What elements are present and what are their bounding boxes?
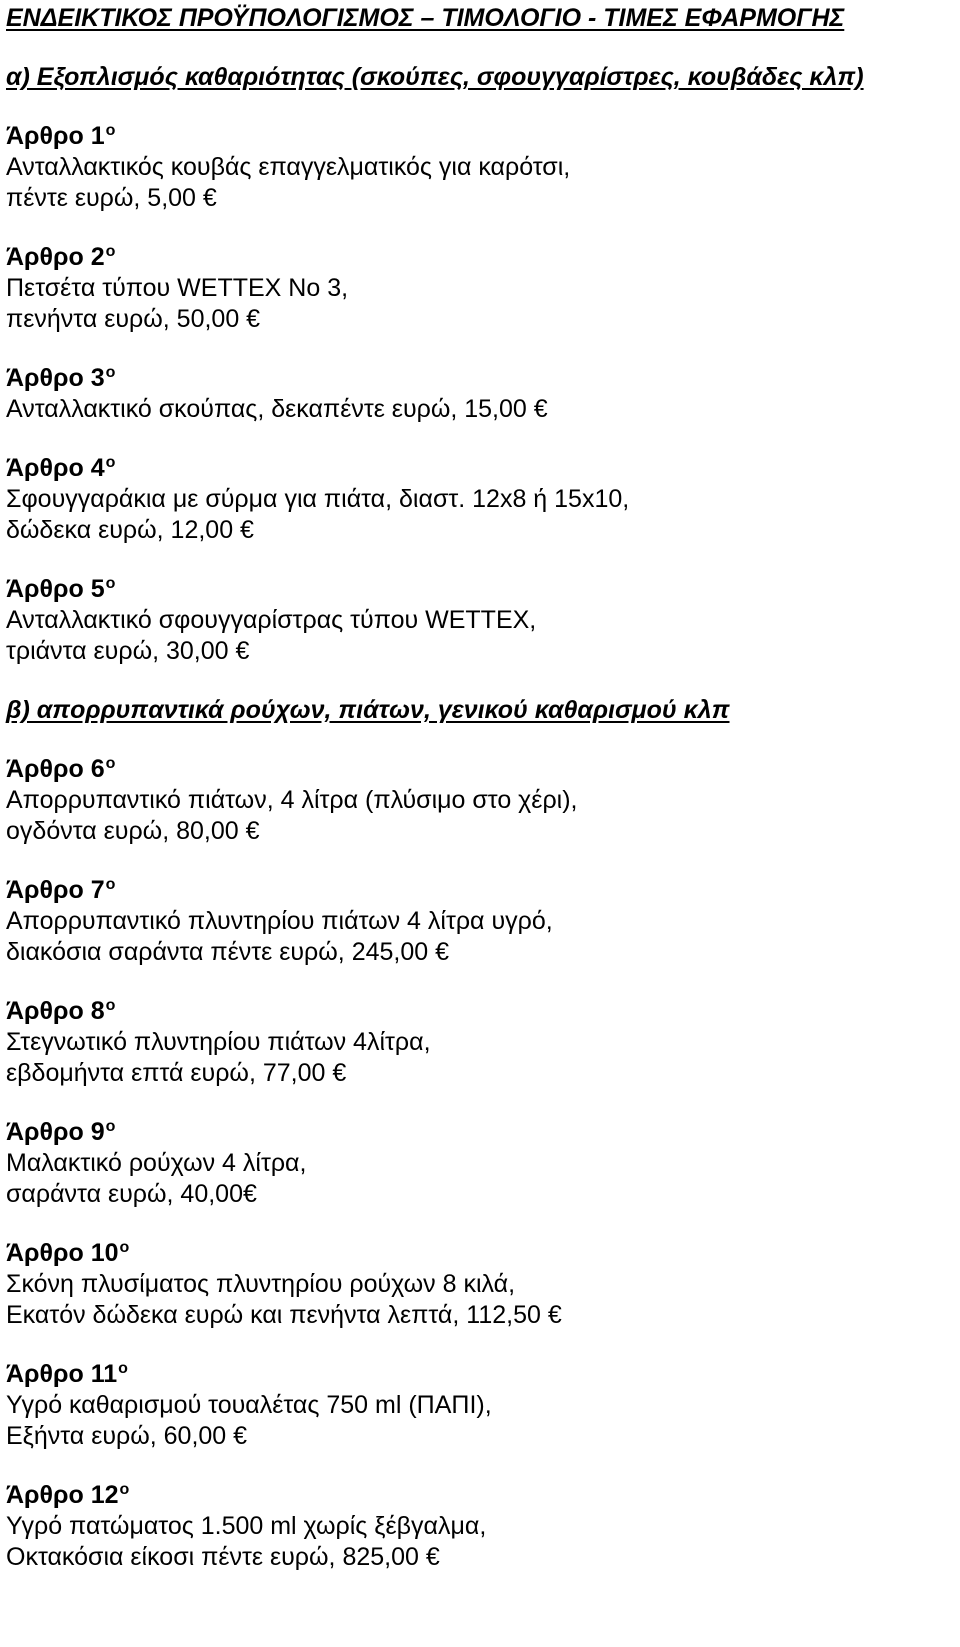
article-label: Άρθρο 7 xyxy=(6,876,105,904)
article-label: Άρθρο 2 xyxy=(6,243,105,271)
article-heading xyxy=(6,1479,954,1511)
article-description: Ανταλλακτικό σφουγγαρίστρας τύπου WETTEX, xyxy=(6,606,537,634)
article-description: Υγρό καθαρισμού τουαλέτας 750 ml (ΠΑΠΙ), xyxy=(6,1391,492,1419)
article-description: Σφουγγαράκια με σύρμα για πιάτα, διαστ. 12x8 ή 15x10, xyxy=(6,485,630,513)
article-description: Ανταλλακτικό σκούπας, δεκαπέντε ευρώ, 15,00 € xyxy=(6,395,548,423)
article-description: Πετσέτα τύπου WETTEX No 3, xyxy=(6,274,349,302)
article-ordinal: ο xyxy=(105,364,116,381)
article-9 xyxy=(6,1116,954,1210)
article-label: Άρθρο 12 xyxy=(6,1481,119,1509)
article-ordinal: ο xyxy=(105,876,116,893)
article-heading xyxy=(6,1116,954,1148)
article-description: Μαλακτικό ρούχων 4 λίτρα, xyxy=(6,1149,307,1177)
article-label: Άρθρο 1 xyxy=(6,122,105,150)
article-price: πέντε ευρώ, 5,00 € xyxy=(6,184,217,212)
article-label: Άρθρο 8 xyxy=(6,997,105,1025)
document-title: ΕΝΔΕΙΚΤΙΚΟΣ ΠΡΟΫΠΟΛΟΓΙΣΜΟΣ – ΤΙΜΟΛΟΓΙΟ - ΤΙΜΕΣ ΕΦΑΡΜΟΓΗΣ xyxy=(6,4,845,32)
article-description: Απορρυπαντικό πλυντηρίου πιάτων 4 λίτρα υγρό, xyxy=(6,907,553,935)
article-description: Στεγνωτικό πλυντηρίου πιάτων 4λίτρα, xyxy=(6,1028,431,1056)
article-price: εβδομήντα επτά ευρώ, 77,00 € xyxy=(6,1059,347,1087)
section-a-heading: α) Εξοπλισμός καθαριότητας (σκούπες, σφουγγαρίστρες, κουβάδες κλπ) xyxy=(6,63,864,91)
section-b-articles xyxy=(6,753,954,1573)
article-price: τριάντα ευρώ, 30,00 € xyxy=(6,637,250,665)
article-heading xyxy=(6,753,954,785)
article-description: Σκόνη πλυσίματος πλυντηρίου ρούχων 8 κιλά, xyxy=(6,1270,516,1298)
article-12 xyxy=(6,1479,954,1573)
article-label: Άρθρο 10 xyxy=(6,1239,119,1267)
article-ordinal: ο xyxy=(105,755,116,772)
article-heading xyxy=(6,874,954,906)
article-ordinal: ο xyxy=(105,1118,116,1135)
article-2 xyxy=(6,241,954,335)
article-description: Υγρό πατώματος 1.500 ml χωρίς ξέβγαλμα, xyxy=(6,1512,487,1540)
article-ordinal: ο xyxy=(118,1360,128,1377)
article-10 xyxy=(6,1237,954,1331)
article-label: Άρθρο 4 xyxy=(6,454,105,482)
article-label: Άρθρο 5 xyxy=(6,575,105,603)
article-price: ογδόντα ευρώ, 80,00 € xyxy=(6,817,260,845)
article-ordinal: ο xyxy=(105,997,116,1014)
article-ordinal: ο xyxy=(105,454,116,471)
article-heading xyxy=(6,1237,954,1269)
article-description: Απορρυπαντικό πιάτων, 4 λίτρα (πλύσιμο στο χέρι), xyxy=(6,786,578,814)
article-price: πενήντα ευρώ, 50,00 € xyxy=(6,305,261,333)
article-ordinal: ο xyxy=(119,1239,130,1256)
article-ordinal: ο xyxy=(105,122,116,139)
section-b-heading: β) απορρυπαντικά ρούχων, πιάτων, γενικού καθαρισμού κλπ xyxy=(6,696,730,724)
article-5 xyxy=(6,573,954,667)
article-price: σαράντα ευρώ, 40,00€ xyxy=(6,1180,257,1208)
article-description: Ανταλλακτικός κουβάς επαγγελματικός για καρότσι, xyxy=(6,153,571,181)
article-ordinal: ο xyxy=(119,1481,130,1498)
article-8 xyxy=(6,995,954,1089)
article-heading xyxy=(6,1358,954,1390)
article-heading xyxy=(6,362,954,394)
article-3 xyxy=(6,362,954,425)
article-heading xyxy=(6,241,954,273)
article-7 xyxy=(6,874,954,968)
article-price: Εξήντα ευρώ, 60,00 € xyxy=(6,1422,248,1450)
article-price: διακόσια σαράντα πέντε ευρώ, 245,00 € xyxy=(6,938,450,966)
section-a-articles xyxy=(6,120,954,667)
article-ordinal: ο xyxy=(105,243,116,260)
article-label: Άρθρο 3 xyxy=(6,364,105,392)
article-heading xyxy=(6,120,954,152)
article-4 xyxy=(6,452,954,546)
article-label: Άρθρο 6 xyxy=(6,755,105,783)
article-label: Άρθρο 11 xyxy=(6,1360,118,1388)
article-price: δώδεκα ευρώ, 12,00 € xyxy=(6,516,254,544)
article-1 xyxy=(6,120,954,214)
article-price: Οκτακόσια είκοσι πέντε ευρώ, 825,00 € xyxy=(6,1543,440,1571)
article-price: Εκατόν δώδεκα ευρώ και πενήντα λεπτά, 112,50 € xyxy=(6,1301,562,1329)
article-heading xyxy=(6,452,954,484)
article-heading xyxy=(6,995,954,1027)
article-label: Άρθρο 9 xyxy=(6,1118,105,1146)
article-11 xyxy=(6,1358,954,1452)
article-ordinal: ο xyxy=(105,575,116,592)
article-heading xyxy=(6,573,954,605)
article-6 xyxy=(6,753,954,847)
